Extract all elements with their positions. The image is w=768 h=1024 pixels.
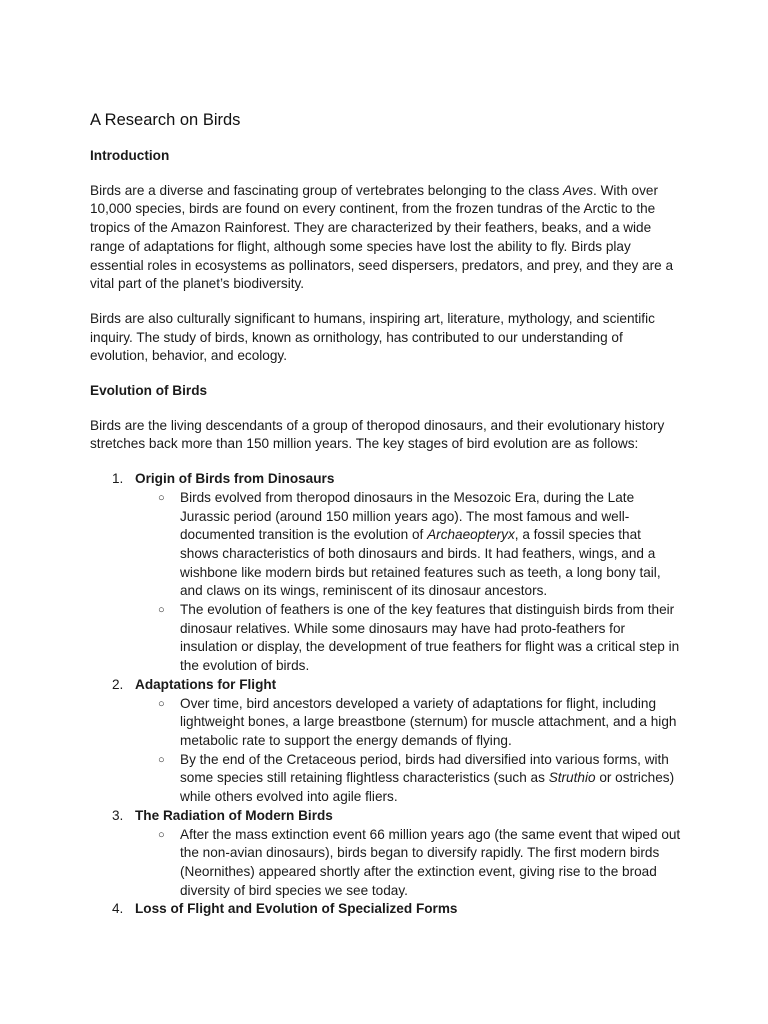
stage-number: 3. xyxy=(112,807,124,823)
text-run: By the end of the Cretaceous period, birds had diversified into various forms, with some species still retaining flightless characteristics (such as xyxy=(180,751,669,786)
text-run: Birds are a diverse and fascinating group of vertebrates belonging to the class xyxy=(90,182,564,198)
stage-title: The Radiation of Modern Birds xyxy=(135,807,333,823)
point-text: After the mass extinction event 66 million years ago (the same event that wiped out the non-avian dinosaurs), birds began to diversify rapidly. The first modern birds (Neornithes) appeared shortly after the extinction event, giving rise to the broad diversity of bird species we see today. xyxy=(180,826,681,898)
stage-item xyxy=(90,807,682,901)
stage-point xyxy=(135,826,682,901)
stage-item xyxy=(90,676,682,807)
stage-title: Loss of Flight and Evolution of Specialized Forms xyxy=(135,901,458,917)
hollow-bullet-icon: ○ xyxy=(158,697,165,710)
italic-term: Archaeopteryx xyxy=(427,527,515,543)
stage-title: Adaptations for Flight xyxy=(135,676,277,692)
stage-item xyxy=(90,900,682,919)
evolution-stages-list xyxy=(90,470,682,919)
point-text xyxy=(180,751,682,807)
text-run: or ostriches) while others evolved into agile fliers. xyxy=(180,770,675,805)
italic-term: Struthio xyxy=(548,770,596,786)
point-text xyxy=(180,489,682,601)
stage-point xyxy=(135,695,682,751)
stage-points-list xyxy=(135,826,682,901)
text-run: . With over 10,000 species, birds are found on every continent, from the frozen tundras of the Arctic to the tropics of the Amazon Rainforest. They are characterized by their feathers, beaks, and a wide range of adaptations for flight, although some species have lost the ability to fly. Birds play essential roles in ecosystems as pollinators, seed dispersers, predators, and prey, and they are a vital part of the planet’s biodiversity. xyxy=(90,182,674,292)
introduction-paragraph-2: Birds are also culturally significant to humans, inspiring art, literature, mythology, and scientific inquiry. The study of birds, known as ornithology, has contributed to our understanding of evolution, behavior, and ecology. xyxy=(90,310,655,364)
evolution-heading: Evolution of Birds xyxy=(90,383,208,399)
stage-points-list xyxy=(135,695,682,807)
point-text: Over time, bird ancestors developed a variety of adaptations for flight, including lightweight bones, a large breastbone (sternum) for muscle attachment, and a high metabolic rate to support the energy demands of flying. xyxy=(180,695,677,748)
point-text: The evolution of feathers is one of the key features that distinguish birds from their dinosaur relatives. While some dinosaurs may have had proto-feathers for insulation or display, the development of true feathers for flight was a critical step in the evolution of birds. xyxy=(180,602,680,674)
stage-item xyxy=(90,470,682,676)
stage-point xyxy=(135,601,682,676)
stage-point xyxy=(135,489,682,601)
introduction-paragraph-1 xyxy=(90,182,682,294)
document-body xyxy=(90,108,682,919)
stage-title: Origin of Birds from Dinosaurs xyxy=(135,471,335,487)
stage-number: 2. xyxy=(112,676,124,692)
evolution-intro-paragraph: Birds are the living descendants of a group of theropod dinosaurs, and their evolutionary history stretches back more than 150 million years. The key stages of bird evolution are as follows: xyxy=(90,417,665,452)
document-title: A Research on Birds xyxy=(90,111,241,129)
text-run: , a fossil species that shows characteristics of both dinosaurs and birds. It had feathers, wings, and a wishbone like modern birds but retained features such as teeth, a long bony tail, and claws on its wings, reminiscent of its dinosaur ancestors. xyxy=(180,527,661,599)
italic-term: Aves xyxy=(563,182,594,198)
hollow-bullet-icon: ○ xyxy=(158,828,165,841)
stage-points-list xyxy=(135,489,682,676)
hollow-bullet-icon: ○ xyxy=(158,604,165,617)
stage-number: 4. xyxy=(112,901,124,917)
stage-number: 1. xyxy=(112,471,124,487)
stage-point xyxy=(135,751,682,807)
introduction-heading: Introduction xyxy=(90,148,170,163)
hollow-bullet-icon: ○ xyxy=(158,491,165,504)
hollow-bullet-icon: ○ xyxy=(158,753,165,766)
text-run: Birds evolved from theropod dinosaurs in the Mesozoic Era, during the Late Jurassic period (around 150 million years ago). The most famous and well-documented transition is the evolution of xyxy=(180,489,635,543)
